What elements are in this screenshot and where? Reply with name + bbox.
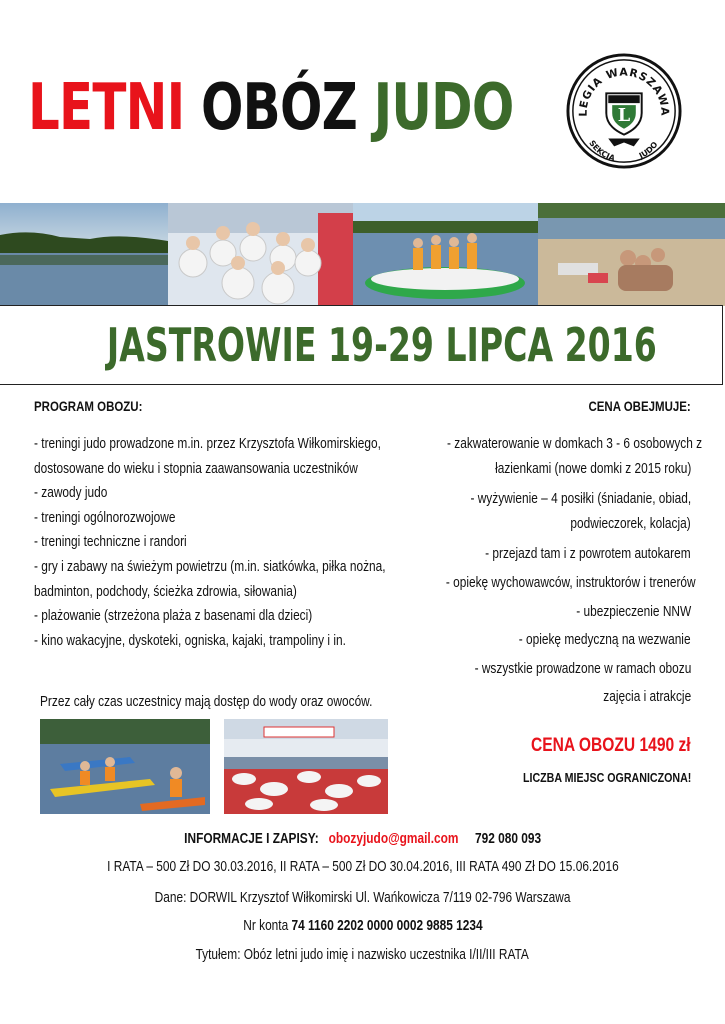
- list-item: - kino wakacyjne, dyskoteki, ogniska, kajaki, trampoliny i in.: [34, 632, 346, 649]
- limited-places: LICZBA MIEJSC OGRANICZONA!: [522, 770, 691, 785]
- list-item: dostosowane do wieku i stopnia zaawansowania uczestników: [34, 460, 358, 477]
- account-line: [0, 918, 725, 934]
- info-label: INFORMACJE I ZAPISY:: [184, 831, 319, 847]
- account-label: Nr konta: [242, 918, 288, 934]
- list-item: badminton, podchody, ścieżka zdrowia, siłowania): [34, 583, 297, 600]
- camp-price: CENA OBOZU 1490 zł: [531, 735, 691, 756]
- dojo-training-photo: [224, 719, 388, 814]
- program-heading: PROGRAM OBOZU:: [34, 398, 143, 414]
- list-item: - gry i zabawy na świeżym powietrzu (m.in. siatkówka, piłka nożna,: [34, 558, 386, 575]
- list-item: - ubezpieczenie NNW: [576, 603, 691, 620]
- legia-judo-logo: [565, 52, 683, 170]
- photo-strip: [0, 203, 725, 306]
- svg-text:LEGIA WARSZAWA: LEGIA WARSZAWA: [576, 65, 672, 117]
- list-item: - plażowanie (strzeżona plaża z basenami dla dzieci): [34, 608, 313, 625]
- address-line: Dane: DORWIL Krzysztof Wiłkomirski Ul. Wańkowicza 7/119 02-796 Warszawa: [154, 890, 571, 906]
- page-title: [28, 58, 514, 158]
- transfer-title-line: Tytułem: Obóz letni judo imię i nazwisko uczestnika I/II/III RATA: [195, 947, 530, 963]
- list-item: - wszystkie prowadzone w ramach obozu: [474, 660, 691, 677]
- list-item: - opiekę medyczną na wezwanie: [519, 632, 691, 649]
- list-item: - zakwaterowanie w domkach 3 - 6 osobowych z: [446, 436, 703, 452]
- judo-group-photo: [168, 203, 353, 306]
- title-oboz: OBÓZ: [201, 71, 358, 145]
- list-item: zajęcia i atrakcje: [603, 689, 691, 706]
- list-item: - wyżywienie – 4 posiłki (śniadanie, obiad,: [470, 491, 691, 508]
- list-item: podwieczorek, kolacja): [570, 515, 691, 532]
- price-includes-heading: CENA OBEJMUJE:: [588, 398, 691, 414]
- list-item: łazienkami (nowe domki z 2015 roku): [494, 460, 691, 477]
- installments-line: I RATA – 500 Zł DO 30.03.2016, II RATA – 500 Zł DO 30.04.2016, III RATA 490 Zł DO 15.06.2016: [106, 859, 619, 875]
- list-item: - treningi ogólnorozwojowe: [34, 509, 176, 526]
- trampoline-lake-photo: [353, 203, 538, 306]
- svg-text:L: L: [617, 104, 631, 126]
- program-list: [34, 432, 414, 653]
- email-link[interactable]: obozyjudo@gmail.com: [328, 831, 459, 847]
- title-letni: LETNI: [28, 71, 185, 145]
- price-includes-list: [391, 432, 703, 710]
- title-judo: JUDO: [373, 71, 514, 145]
- list-item: - treningi judo prowadzone m.in. przez Krzysztofa Wiłkomirskiego,: [34, 436, 381, 452]
- banner-location-dates: JASTROWIE 19-29 LIPCA 2016: [106, 318, 657, 372]
- list-item: - opiekę wychowawców, instruktorów i trenerów: [445, 574, 696, 591]
- phone-number: 792 080 093: [474, 831, 541, 847]
- svg-text:SEKCJA: SEKCJA: [587, 138, 617, 163]
- kayak-photo: [40, 719, 210, 814]
- svg-text:JUDO: JUDO: [637, 140, 660, 161]
- list-item: - treningi techniczne i randori: [34, 534, 187, 551]
- beach-photo: [538, 203, 725, 306]
- contact-line: [0, 831, 725, 847]
- water-fruit-note: Przez cały czas uczestnicy mają dostęp do wody oraz owoców.: [40, 694, 373, 710]
- list-item: - przejazd tam i z powrotem autokarem: [485, 546, 691, 563]
- lake-photo: [0, 203, 168, 306]
- account-number: 74 1160 2202 0000 0002 9885 1234: [291, 918, 483, 934]
- list-item: - zawody judo: [34, 485, 108, 502]
